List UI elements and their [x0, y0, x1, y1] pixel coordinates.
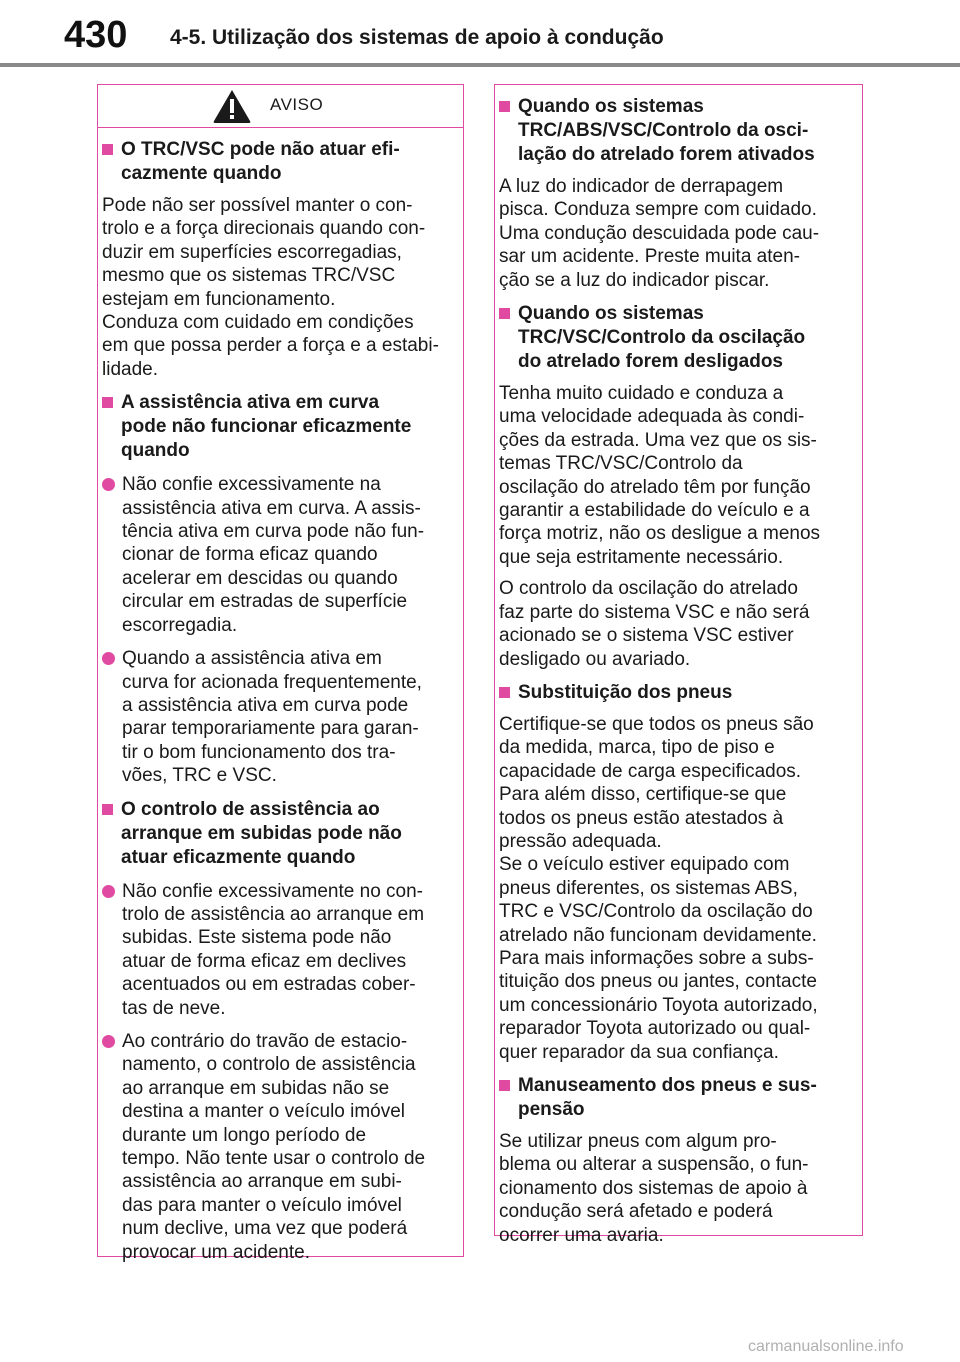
square-bullet-icon: [499, 101, 510, 112]
circle-bullet-icon: [102, 478, 115, 491]
header-rule: [0, 63, 960, 67]
paragraph: O controlo da oscilação do atrelado faz parte do sistema VSC e não será acionado se o sistema VSC estiver desligado ou avariado.: [499, 578, 810, 670]
section-heading: [499, 1074, 848, 1122]
section-heading-text: Quando os sistemas TRC/VSC/Controlo da oscilação do atrelado forem desligados: [518, 303, 806, 373]
section-heading-text: Substituição dos pneus: [518, 681, 733, 703]
bullet-text: Quando a assistência ativa em curva for acionada frequentemente, a assistência ativa em curva pode parar temporariamente para garan- tir o bom funcionamento dos tra- vões, TRC e VSC.: [122, 648, 422, 787]
square-bullet-icon: [102, 397, 113, 408]
section-heading-text: O TRC/VSC pode não atuar efi- cazmente quando: [121, 139, 400, 184]
section-heading-text: A assistência ativa em curva pode não funcionar eficazmente quando: [121, 392, 412, 462]
circle-bullet-icon: [102, 1035, 115, 1048]
watermark: carmanualsonline.info: [748, 1338, 904, 1355]
paragraph: A luz do indicador de derrapagem pisca. Conduza sempre com cuidado. Uma condução descuidada pode cau- sar um acidente. Preste muita aten- ção se a luz do indicador piscar.: [499, 176, 820, 291]
section-heading-text: Manuseamento dos pneus e sus- pensão: [518, 1075, 817, 1120]
paragraph: Pode não ser possível manter o con- trolo e a força direcionais quando con- duzir em superfícies escorregadias, mesmo que os sistemas TRC/VSC estejam em funcionamento. Conduza com cuidado em condições em que possa perder a força e a estabi- lidade.: [102, 195, 439, 380]
bullet-text: Ao contrário do travão de estacio- namento, o controlo de assistência ao arranque em subidas não se destina a manter o veículo imóvel durante um longo período de tempo. Não tente usar o controlo de assistência ao arranque em subi- das para manter o veículo imóvel num declive, uma vez que poderá provocar um acidente.: [122, 1030, 426, 1263]
section-heading-text: O controlo de assistência ao arranque em subidas pode não atuar eficazmente quando: [121, 798, 402, 868]
section-heading: [102, 138, 449, 186]
section-heading: [102, 798, 449, 870]
paragraph: Se utilizar pneus com algum pro- blema ou alterar a suspensão, o fun- cionamento dos sistemas de apoio à condução será afetado e poderá ocorrer uma avaria.: [499, 1131, 809, 1246]
bullet-text: Não confie excessivamente no con- trolo de assistência ao arranque em subidas. Este sistema pode não atuar de forma eficaz em declives acentuados ou em estradas cober- tas de neve.: [122, 880, 425, 1019]
bullet-item: [102, 1030, 449, 1264]
page-number: 430: [64, 14, 128, 56]
bullet-text: Não confie excessivamente na assistência ativa em curva. A assis- tência ativa em curva pode não fun- cionar de forma eficaz quando acelerar em descidas ou quando circular em estradas de superfície escorregadia.: [122, 474, 425, 636]
square-bullet-icon: [499, 308, 510, 319]
section-heading: [499, 95, 848, 167]
section-heading: [499, 681, 848, 705]
bullet-item: [102, 880, 449, 1020]
info-box: [494, 84, 863, 1246]
circle-bullet-icon: [102, 885, 115, 898]
paragraph: Tenha muito cuidado e conduza a uma velocidade adequada às condi- ções da estrada. Uma vez que os sis- temas TRC/VSC/Controlo da oscilação do atrelado têm por função garantir a estabilidade do veículo e a força motriz, não os desligue a menos que seja estritamente necessário.: [499, 383, 821, 568]
page-header: [0, 0, 960, 70]
section-heading: [102, 391, 449, 463]
bullet-item: [102, 473, 449, 637]
info-content: [495, 95, 862, 1247]
warning-content: [98, 138, 463, 1264]
warning-header: [98, 85, 463, 128]
section-title: 4-5. Utilização dos sistemas de apoio à condução: [170, 26, 664, 49]
section-heading: [499, 302, 848, 374]
square-bullet-icon: [499, 1080, 510, 1091]
circle-bullet-icon: [102, 652, 115, 665]
paragraph: Certifique-se que todos os pneus são da medida, marca, tipo de piso e capacidade de carga especificados. Para além disso, certifique-se que todos os pneus estão atestados à pressão adequada. Se o veículo estiver equipado com pneus diferentes, os sistemas ABS, TRC e VSC/Controlo da oscilação do atrelado não funcionam devidamente. Para mais informações sobre a subs- tituição dos pneus ou jantes, contacte um concessionário Toyota autorizado, reparador Toyota autorizado ou qual- quer reparador da sua confiança.: [499, 713, 818, 1063]
bullet-item: [102, 647, 449, 787]
square-bullet-icon: [499, 687, 510, 698]
warning-box: [97, 84, 464, 1263]
square-bullet-icon: [102, 804, 113, 815]
warning-triangle-icon: [212, 88, 252, 124]
section-heading-text: Quando os sistemas TRC/ABS/VSC/Controlo da osci- lação do atrelado forem ativados: [518, 96, 815, 165]
square-bullet-icon: [102, 144, 113, 155]
warning-title: AVISO: [270, 95, 324, 114]
